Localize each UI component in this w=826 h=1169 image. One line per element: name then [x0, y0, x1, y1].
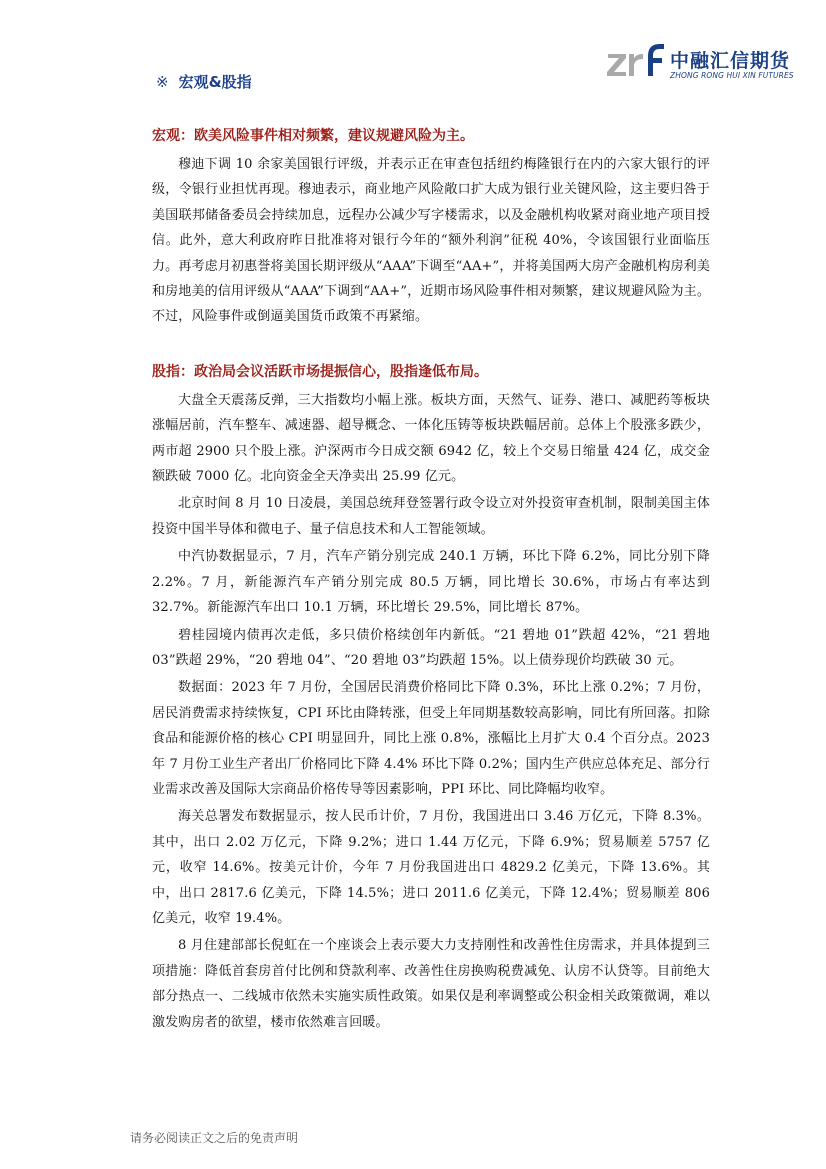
macro-paragraph: 穆迪下调 10 余家美国银行评级，并表示正在审查包括纽约梅隆银行在内的六家大银行的评级，令银行业担忧再现。穆迪表示，商业地产风险敞口扩大成为银行业关键风险，这主要归咎于美国联邦储备委员会持续加息，远程办公减少写字楼需求，以及金融机构收紧对商业地产项目授信。此外，意大利政府昨日批准将对银行今年的“额外利润”征税 40%，令该国银行业面临压力。再考虑月初惠誉将美国长期评级从“AAA”下调至“AA+”，并将美国两大房产金融机构房利美和房地美的信用评级从“AAA”下调到“AA+”，近期市场风险事件相对频繁，建议规避风险为主。不过，风险事件或倒逼美国货币政策不再紧缩。	[152, 157, 710, 325]
macro-heading: 宏观：欧美风险事件相对频繁，建议规避风险为主。	[152, 128, 474, 144]
index-paragraph-trade: 海关总署发布数据显示，按人民币计价，7 月份，我国进出口 3.46 万亿元，下降 8.3%。其中，出口 2.02 万亿元，下降 9.2%；进口 1.44 万亿元，下降 6.9%；贸易顺差 5757 亿元，收窄 14.6%。按美元计价，今年 7 月份我国进出口 4829.2 亿美元，下降 13.6%。其中，出口 2817.6 亿美元，下降 14.5%；进口 2011.6 亿美元，下降 12.4%；贸易顺差 806 亿美元，收窄 19.4%。	[152, 809, 710, 926]
report-content	[152, 126, 710, 1035]
index-paragraph-housing: 8 月住建部部长倪虹在一个座谈会上表示要大力支持刚性和改善性住房需求，并具体提到三项措施：降低首套房首付比例和贷款利率、改善性住房换购税费减免、认房不认贷等。目前绝大部分热点一、二线城市依然未实施实质性政策。如果仅是利率调整或公积金相关政策微调，难以激发购房者的欲望，楼市依然难言回暖。	[152, 938, 710, 1030]
index-heading: 股指：政治局会议活跃市场提振信心，股指逢低布局。	[152, 363, 488, 380]
footer-disclaimer: 请务必阅读正文之后的免责声明	[130, 1131, 299, 1145]
index-paragraph-auto-data: 中汽协数据显示，7 月，汽车产销分别完成 240.1 万辆，环比下降 6.2%，同比分别下降 2.2%。7 月，新能源汽车产销分别完成 80.5 万辆，同比增长 30.6%，市场占有率达到 32.7%。新能源汽车出口 10.1 万辆，环比增长 29.5%，同比增长 87%。	[152, 549, 710, 616]
section-title	[156, 71, 252, 92]
reference-mark-icon: ※	[156, 73, 169, 91]
section-title-text: 宏观&股指	[178, 73, 252, 91]
index-paragraph-cpi-ppi: 数据面：2023 年 7 月份，全国居民消费价格同比下降 0.3%，环比上涨 0.2%；7 月份，居民消费需求持续恢复，CPI 环比由降转涨，但受上年同期基数较高影响，同比有所回落。扣除食品和能源价格的核心 CPI 明显回升，同比上涨 0.8%，涨幅比上月扩大 0.4 个百分点。2023 年 7 月份工业生产者出厂价格同比下降 4.4% 环比下降 0.2%；国内生产供应总体充足、部分行业需求改善及国际大宗商品价格传导等因素影响，PPI 环比、同比降幅均收窄。	[152, 680, 710, 797]
company-logo	[606, 40, 796, 84]
logo-name-en: ZHONG RONG HUI XIN FUTURES	[670, 71, 794, 80]
index-paragraph-market: 大盘全天震荡反弹，三大指数均小幅上涨。板块方面，天然气、证券、港口、减肥药等板块涨幅居前，汽车整车、减速器、超导概念、一体化压铸等板块跌幅居前。总体上个股涨多跌少，两市超 2900 只个股上涨。沪深两市今日成交额 6942 亿，较上个交易日缩量 424 亿，成交金额跌破 7000 亿。北向资金全天净卖出 25.99 亿元。	[152, 392, 710, 485]
index-paragraph-bonds: 碧桂园境内债再次走低，多只债价格续创年内新低。“21 碧地 01”跌超 42%，“21 碧地 03”跌超 29%，“20 碧地 04”、“20 碧地 03”均跌超 15%。以上债券现价均跌破 30 元。	[152, 627, 710, 668]
logo-name-cn: 中融汇信期货	[670, 50, 791, 72]
zrf-logo-mark-icon	[606, 40, 666, 84]
index-paragraph-investment-review: 北京时间 8 月 10 日凌晨，美国总统拜登签署行政令设立对外投资审查机制，限制美国主体投资中国半导体和微电子、量子信息技术和人工智能领域。	[152, 496, 710, 537]
